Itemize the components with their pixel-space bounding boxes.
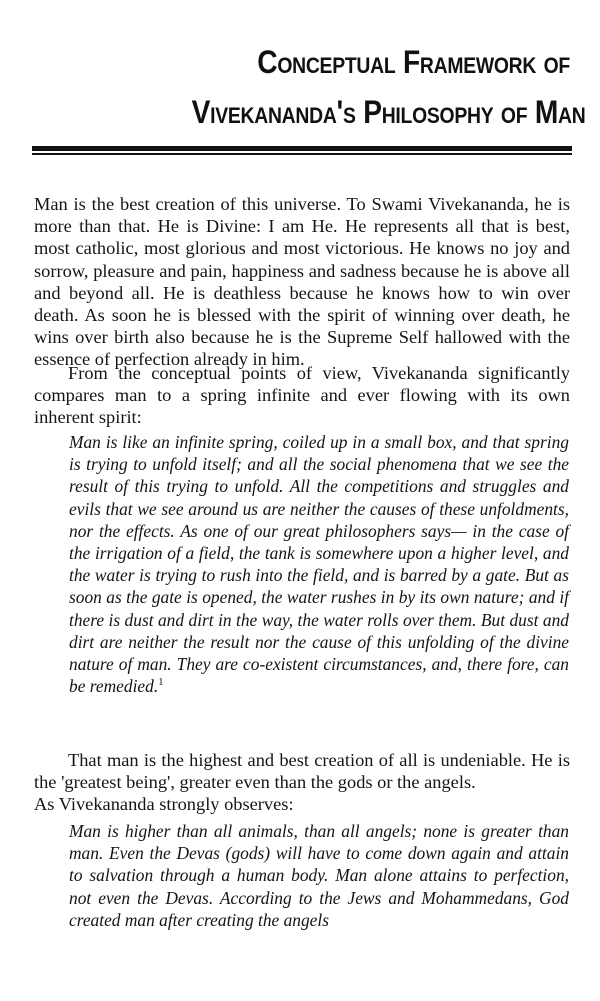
- chapter-title-line-2: Vivekananda's Philosophy of Man: [191, 94, 586, 130]
- chapter-title-line-1: Conceptual Framework of: [257, 44, 570, 80]
- block-quote-2: Man is higher than all animals, than all angels; none is greater than man. Even the Devas (gods) will have to come down again and attain to salvation through a human body. Man alone attains to perfection, not even the Devas. According to the Jews and Mohammedans, God created man after creating the angels: [69, 821, 569, 930]
- footnote-marker-1[interactable]: 1: [158, 676, 164, 689]
- block-quote-1-text: Man is like an infinite spring, coiled up in a small box, and that spring is trying to unfold itself; and all the social phenomena that we see the result of this trying to unfold. All the competitions and struggles and evils that we see around us are neither the causes of these unfoldments, nor the effects. As one of our great philosophers says— in the case of the irrigation of a field, the tank is somewhere upon a higher level, and the water is trying to rush into the field, and is barred by a gate. But as soon as the gate is opened, the water rushes in by its own nature; and if there is dust and dirt in the way, the water rolls over them. But dust and dirt are neither the result nor the cause of this unfolding of the divine nature of man. They are co-existent circumstances, and, there fore, can be remedied.: [69, 432, 569, 697]
- body-paragraph-1: Man is the best creation of this universe. To Swami Vivekananda, he is more than that. He is Divine: I am He. He represents all that is best, most catholic, most glorious and most victorious. He knows no joy and sorrow, pleasure and pain, happiness and sadness because he is above all and beyond all. He is deathless because he knows how to win over death. As soon he is blessed with the spirit of winning over death, he wins over birth also because he is the Supreme Self hallowed with the essence of perfection already in him.: [34, 194, 570, 370]
- body-paragraph-4: As Vivekananda strongly observes:: [34, 794, 294, 814]
- body-paragraph-3: That man is the highest and best creation of all is undeniable. He is the 'greatest being', greater even than the gods or the angels.: [34, 750, 570, 793]
- body-paragraph-2: From the conceptual points of view, Vivekananda significantly compares man to a spring infinite and ever flowing with its own inherent spirit:: [34, 363, 570, 428]
- block-quote-1: [69, 431, 569, 697]
- title-rule-thick: [32, 146, 572, 151]
- title-rule-thin: [32, 153, 572, 155]
